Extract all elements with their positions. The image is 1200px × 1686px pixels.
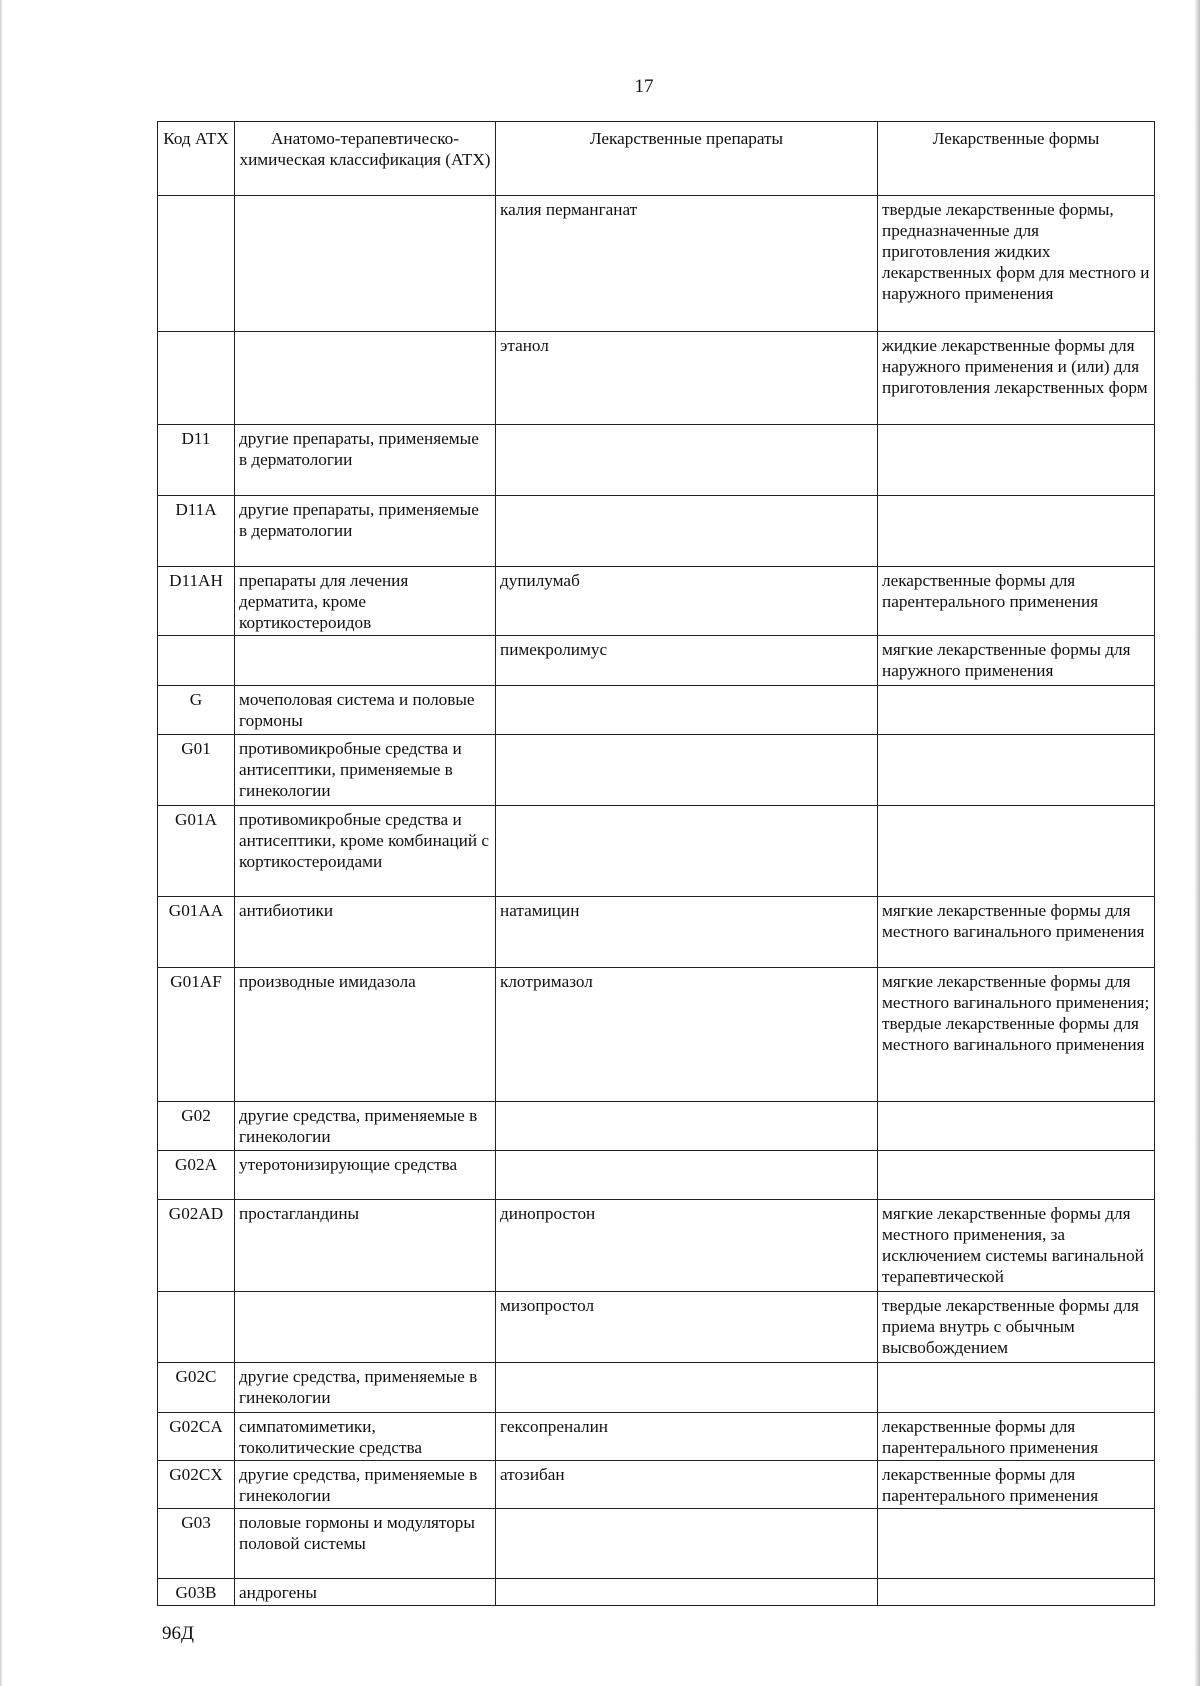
- drug-cell: [496, 1579, 878, 1606]
- classification-cell: половые гормоны и модуляторы половой системы: [235, 1509, 496, 1579]
- header-forms: Лекарственные формы: [878, 122, 1155, 196]
- form-cell: твердые лекарственные формы, предназначенные для приготовления жидких лекарственных форм для местного и наружного применения: [878, 196, 1155, 332]
- table-row: [158, 196, 1155, 332]
- table-row: [158, 425, 1155, 496]
- atc-code-cell: G03B: [158, 1579, 235, 1606]
- classification-cell: противомикробные средства и антисептики, кроме комбинаций с кортикостероидами: [235, 806, 496, 897]
- drug-cell: [496, 1363, 878, 1413]
- drug-cell: пимекролимус: [496, 636, 878, 686]
- atc-code-cell: D11A: [158, 496, 235, 567]
- drug-cell: дупилумаб: [496, 567, 878, 636]
- atc-code-cell: [158, 332, 235, 425]
- table-row: [158, 1579, 1155, 1606]
- table-row: [158, 496, 1155, 567]
- atc-code-cell: D11: [158, 425, 235, 496]
- classification-cell: симпатомиметики, токолитические средства: [235, 1413, 496, 1461]
- atc-code-cell: D11AH: [158, 567, 235, 636]
- drug-cell: [496, 496, 878, 567]
- classification-cell: [235, 1292, 496, 1363]
- form-cell: твердые лекарственные формы для приема внутрь с обычным высвобождением: [878, 1292, 1155, 1363]
- drug-cell: гексопреналин: [496, 1413, 878, 1461]
- header-drugs: Лекарственные препараты: [496, 122, 878, 196]
- classification-cell: противомикробные средства и антисептики, применяемые в гинекологии: [235, 735, 496, 806]
- atc-code-cell: G01A: [158, 806, 235, 897]
- drug-cell: этанол: [496, 332, 878, 425]
- drug-cell: мизопростол: [496, 1292, 878, 1363]
- atc-code-cell: [158, 196, 235, 332]
- atc-code-cell: G: [158, 686, 235, 735]
- table-row: [158, 332, 1155, 425]
- form-cell: [878, 1102, 1155, 1151]
- form-cell: лекарственные формы для парентерального применения: [878, 1461, 1155, 1509]
- form-cell: лекарственные формы для парентерального применения: [878, 1413, 1155, 1461]
- table-row: [158, 968, 1155, 1102]
- table-row: [158, 1509, 1155, 1579]
- classification-cell: антибиотики: [235, 897, 496, 968]
- table-body: [158, 196, 1155, 1606]
- atc-code-cell: G01: [158, 735, 235, 806]
- classification-cell: производные имидазола: [235, 968, 496, 1102]
- atc-code-cell: G02AD: [158, 1200, 235, 1292]
- drug-cell: динопростон: [496, 1200, 878, 1292]
- drug-cell: клотримазол: [496, 968, 878, 1102]
- table-row: [158, 1363, 1155, 1413]
- header-classification: Анатомо-терапевтическо-химическая классификация (АТХ): [235, 122, 496, 196]
- atc-code-cell: G01AA: [158, 897, 235, 968]
- atc-table: [157, 121, 1155, 1606]
- drug-cell: [496, 806, 878, 897]
- drug-cell: [496, 1102, 878, 1151]
- classification-cell: утеротонизирующие средства: [235, 1151, 496, 1200]
- classification-cell: [235, 196, 496, 332]
- table-row: [158, 1292, 1155, 1363]
- classification-cell: мочеполовая система и половые гормоны: [235, 686, 496, 735]
- atc-code-cell: G01AF: [158, 968, 235, 1102]
- classification-cell: андрогены: [235, 1579, 496, 1606]
- table-row: [158, 1461, 1155, 1509]
- drug-cell: [496, 686, 878, 735]
- table-header: [158, 122, 1155, 196]
- drug-cell: [496, 1151, 878, 1200]
- form-cell: [878, 806, 1155, 897]
- classification-cell: другие средства, применяемые в гинекологии: [235, 1102, 496, 1151]
- drug-cell: калия перманганат: [496, 196, 878, 332]
- form-cell: [878, 1509, 1155, 1579]
- classification-cell: простагландины: [235, 1200, 496, 1292]
- atc-code-cell: G03: [158, 1509, 235, 1579]
- scan-edge-right: [1194, 0, 1200, 1686]
- atc-code-cell: G02C: [158, 1363, 235, 1413]
- classification-cell: другие препараты, применяемые в дерматологии: [235, 496, 496, 567]
- atc-code-cell: G02A: [158, 1151, 235, 1200]
- atc-code-cell: [158, 1292, 235, 1363]
- drug-cell: [496, 425, 878, 496]
- header-code: Код АТХ: [158, 122, 235, 196]
- form-cell: [878, 425, 1155, 496]
- form-cell: мягкие лекарственные формы для местного вагинального применения; твердые лекарственные формы для местного вагинального применения: [878, 968, 1155, 1102]
- form-cell: мягкие лекарственные формы для местного применения, за исключением системы вагинальной терапевтической: [878, 1200, 1155, 1292]
- form-cell: лекарственные формы для парентерального применения: [878, 567, 1155, 636]
- table-row: [158, 1200, 1155, 1292]
- atc-code-cell: G02CA: [158, 1413, 235, 1461]
- table-row: [158, 567, 1155, 636]
- classification-cell: [235, 332, 496, 425]
- page-number: 17: [634, 76, 654, 97]
- form-cell: [878, 735, 1155, 806]
- table-row: [158, 1102, 1155, 1151]
- table-row: [158, 686, 1155, 735]
- classification-cell: другие препараты, применяемые в дерматологии: [235, 425, 496, 496]
- drug-cell: [496, 735, 878, 806]
- header-row: [158, 122, 1155, 196]
- atc-code-cell: G02CX: [158, 1461, 235, 1509]
- table-row: [158, 735, 1155, 806]
- classification-cell: другие средства, применяемые в гинекологии: [235, 1363, 496, 1413]
- form-cell: [878, 686, 1155, 735]
- classification-cell: [235, 636, 496, 686]
- table-row: [158, 897, 1155, 968]
- table-row: [158, 1413, 1155, 1461]
- form-cell: жидкие лекарственные формы для наружного применения и (или) для приготовления лекарственных форм: [878, 332, 1155, 425]
- classification-cell: препараты для лечения дерматита, кроме кортикостероидов: [235, 567, 496, 636]
- form-cell: мягкие лекарственные формы для местного вагинального применения: [878, 897, 1155, 968]
- scan-edge-left: [0, 0, 3, 1686]
- atc-code-cell: [158, 636, 235, 686]
- table-row: [158, 636, 1155, 686]
- drug-cell: натамицин: [496, 897, 878, 968]
- form-cell: [878, 1579, 1155, 1606]
- table-row: [158, 806, 1155, 897]
- document-footer-code: 96Д: [162, 1623, 194, 1644]
- form-cell: [878, 1363, 1155, 1413]
- classification-cell: другие средства, применяемые в гинекологии: [235, 1461, 496, 1509]
- form-cell: мягкие лекарственные формы для наружного применения: [878, 636, 1155, 686]
- table-row: [158, 1151, 1155, 1200]
- form-cell: [878, 496, 1155, 567]
- form-cell: [878, 1151, 1155, 1200]
- atc-code-cell: G02: [158, 1102, 235, 1151]
- drug-cell: [496, 1509, 878, 1579]
- drug-cell: атозибан: [496, 1461, 878, 1509]
